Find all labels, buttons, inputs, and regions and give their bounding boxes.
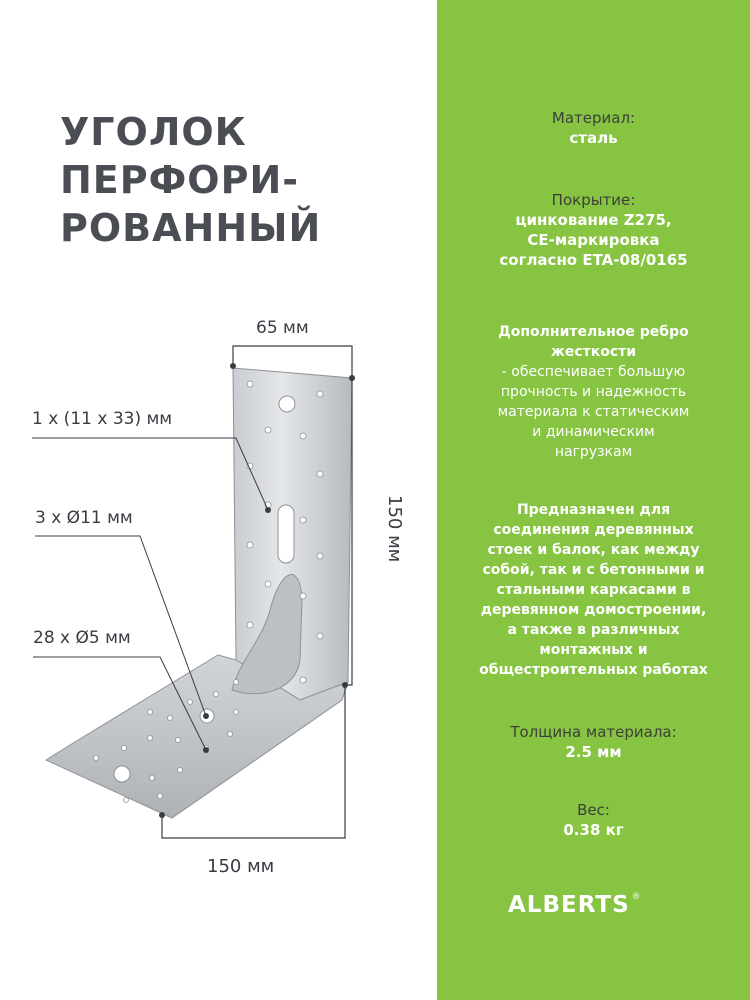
purpose-line-8: монтажных и <box>539 642 648 658</box>
material-label: Материал: <box>551 109 636 127</box>
purpose-line-2: соединения деревянных <box>493 522 694 538</box>
callout-slot: 1 х (11 х 33) мм <box>32 409 173 429</box>
rib-text-5: нагрузкам <box>554 444 633 460</box>
slot-hole <box>278 505 294 563</box>
coating-label: Покрытие: <box>551 191 636 209</box>
purpose-line-4: собой, так и с бетонными и <box>482 562 705 578</box>
weight-value: 0.38 кг <box>563 821 624 839</box>
dimension-height: 150 мм <box>384 495 405 563</box>
rib-heading-1: Дополнительное ребро <box>498 324 689 340</box>
purpose-line-5: стальными каркасами в <box>496 582 691 598</box>
spec-rib <box>437 322 750 462</box>
large-hole <box>114 766 130 782</box>
dimension-width-top: 65 мм <box>256 318 309 338</box>
rib-heading-2: жесткости <box>550 344 637 360</box>
purpose-line-3: стоек и балок, как между <box>487 542 700 558</box>
title-line-2: ПЕРФОРИ- <box>60 158 300 202</box>
title-line-1: УГОЛОК <box>60 110 247 154</box>
coating-value-2: CE-маркировка <box>527 231 660 249</box>
rib-text-2: прочность и надежность <box>500 384 687 400</box>
spec-thickness <box>437 722 750 762</box>
spec-coating <box>437 190 750 270</box>
purpose-line-6: деревянном домостроении, <box>480 602 707 618</box>
rib-text-3: материала к статическим <box>497 404 690 420</box>
weight-label: Вес: <box>577 801 610 819</box>
spec-weight <box>437 800 750 840</box>
registered-mark: ® <box>631 892 642 902</box>
rib-text-1: - обеспечивает большую <box>501 364 686 380</box>
callout-holes-large: 3 х Ø11 мм <box>35 508 133 528</box>
material-value: сталь <box>569 129 618 147</box>
coating-value-1: цинкование Z275, <box>515 211 672 229</box>
thickness-label: Толщина материала: <box>510 723 677 741</box>
purpose-line-7: а также в различных <box>507 622 680 638</box>
spec-purpose <box>437 500 750 680</box>
purpose-line-1: Предназначен для <box>516 502 671 518</box>
dimension-width-bottom: 150 мм <box>207 856 275 877</box>
title-line-3: РОВАННЫЙ <box>60 206 322 250</box>
rib-text-4: и динамическим <box>532 424 655 440</box>
callout-holes-small: 28 х Ø5 мм <box>33 628 131 648</box>
brand-logo <box>508 892 642 918</box>
large-hole <box>279 396 295 412</box>
purpose-line-9: общестроительных работах <box>479 662 708 678</box>
brand-name: ALBERTS <box>508 892 630 918</box>
coating-value-3: согласно ETA-08/0165 <box>499 251 688 269</box>
spec-material <box>437 108 750 148</box>
thickness-value: 2.5 мм <box>565 743 622 761</box>
